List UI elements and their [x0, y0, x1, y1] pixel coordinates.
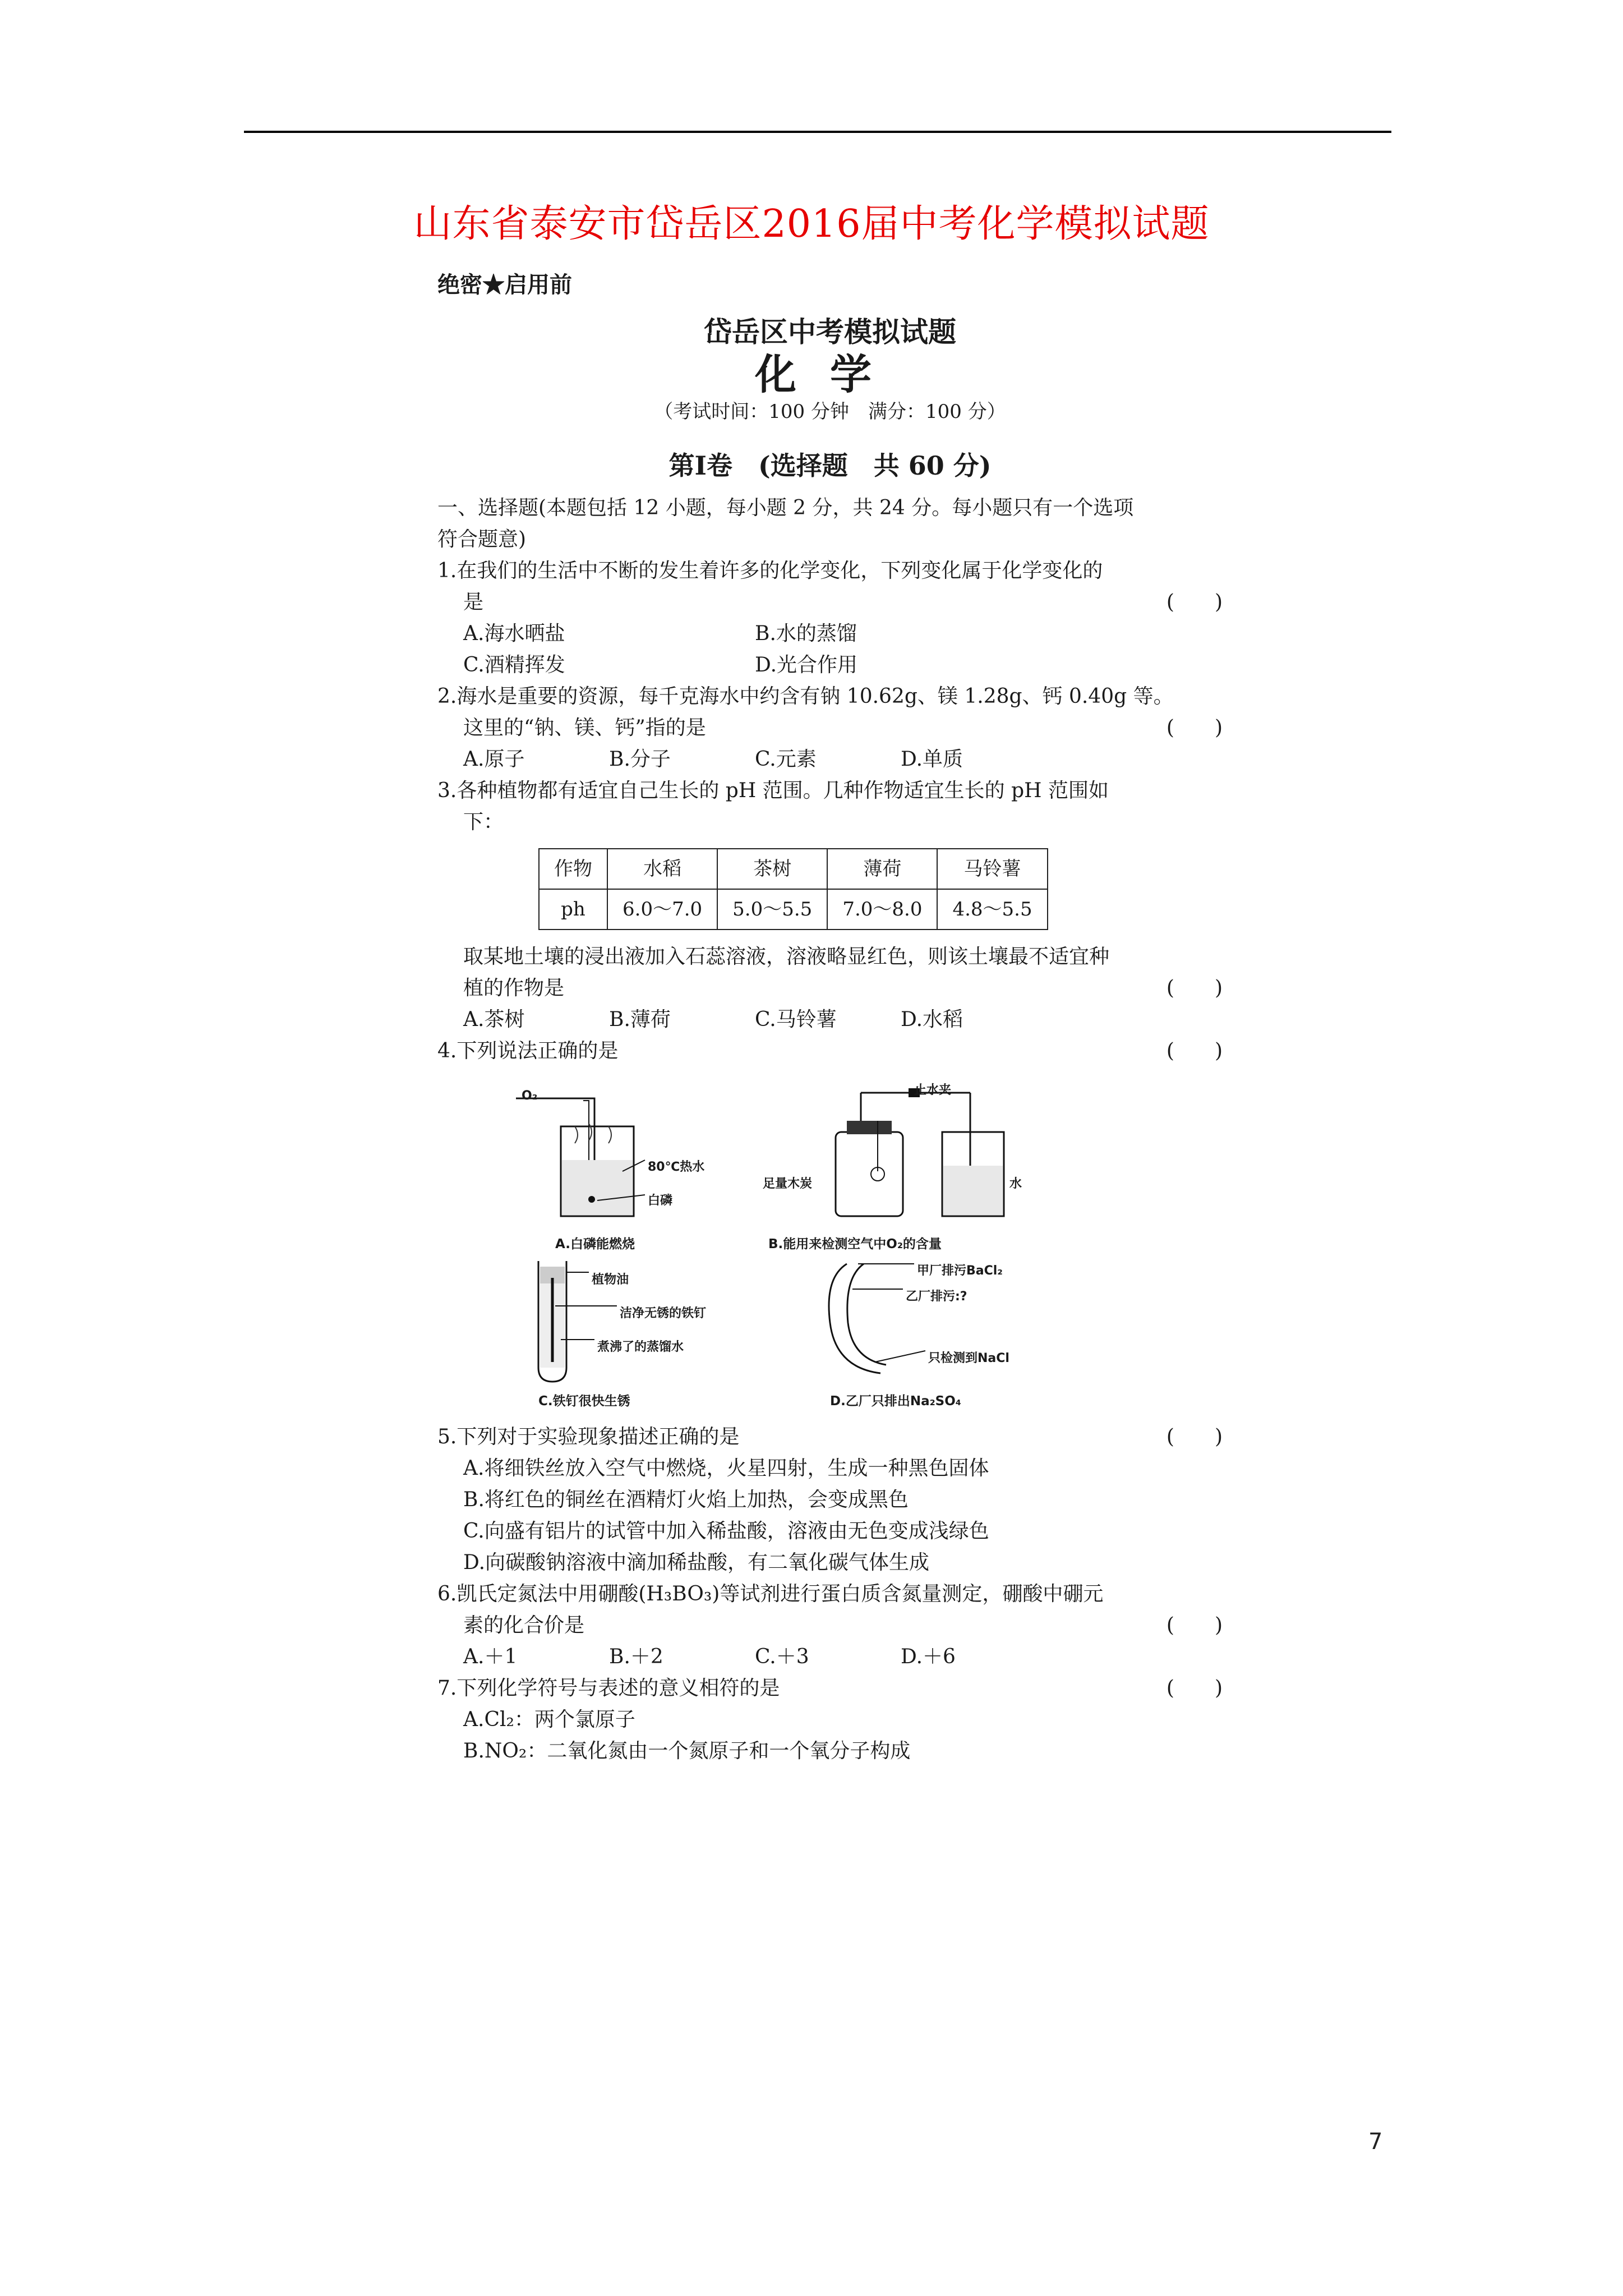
q5-option-c: C.向盛有铝片的试管中加入稀盐酸，溶液由无色变成浅绿色	[463, 1520, 989, 1543]
q1-option-c: C.酒精挥发	[463, 654, 565, 677]
q2-option-d: D.单质	[901, 748, 963, 771]
q4-stem-text: 4.下列说法正确的是	[437, 1039, 619, 1062]
q1-option-b: B.水的蒸馏	[755, 622, 857, 645]
q1-stem-cont	[437, 587, 1223, 618]
q3-stem: 3.各种植物都有适宜自己生长的 pH 范围。几种作物适宜生长的 pH 范围如	[437, 779, 1109, 802]
exam-subtitle: 岱岳区中考模拟试题	[704, 315, 956, 348]
table-cell: 作物	[539, 849, 607, 889]
table-cell: 6.0～7.0	[607, 889, 717, 930]
figure-b-caption: B.能用来检测空气中O₂的含量	[768, 1237, 942, 1251]
figure-d-result-label: 只检测到NaCl	[928, 1351, 1009, 1365]
q7-stem	[437, 1673, 1223, 1704]
figure-c-caption: C.铁钉很快生锈	[538, 1394, 630, 1409]
ph-range-table	[538, 848, 1048, 930]
figure-b-water-label: 水	[1009, 1177, 1022, 1191]
exam-time-info: （考试时间：100 分钟 满分：100 分）	[654, 401, 1006, 423]
q3-option-a: A.茶树	[463, 1008, 525, 1031]
table-cell: ph	[539, 889, 607, 930]
q3-stem-4	[437, 973, 1223, 1004]
q6-option-d: D.＋6	[901, 1645, 956, 1668]
figure-a-water-label: 80℃热水	[648, 1160, 705, 1174]
q1-options-row	[437, 650, 1223, 681]
q6-stem-text: 素的化合价是	[463, 1614, 585, 1637]
q3-option-c: C.马铃薯	[755, 1008, 837, 1031]
figure-b-clamp-label: 止水夹	[914, 1083, 952, 1097]
figure-d-factory-a-label: 甲厂排污BaCl₂	[917, 1264, 1003, 1278]
q1-options-row	[437, 618, 1223, 650]
q7-answer-paren: ( )	[1166, 1677, 1223, 1700]
figure-c	[522, 1255, 757, 1409]
figure-a	[510, 1076, 746, 1251]
exam-subject: 化学	[755, 351, 905, 399]
q7-option-a: A.Cl₂：两个氯原子	[463, 1708, 635, 1731]
table-cell: 马铃薯	[937, 849, 1047, 889]
scanned-exam-page	[437, 269, 1223, 1767]
table-cell: 薄荷	[827, 849, 937, 889]
q6-option-c: C.＋3	[755, 1645, 809, 1668]
q2-answer-paren: ( )	[1166, 716, 1223, 739]
q6-option-a: A.＋1	[463, 1645, 518, 1668]
figure-a-o2-label: O₂	[522, 1089, 538, 1103]
q1-stem-text: 是	[463, 591, 484, 614]
figure-a-drawing	[510, 1076, 746, 1227]
q1-option-d: D.光合作用	[755, 654, 858, 677]
q2-option-b: B.分子	[609, 748, 671, 771]
q3-stem-text: 植的作物是	[463, 977, 565, 1000]
q4-answer-paren: ( )	[1166, 1039, 1223, 1062]
figure-b-carbon-label: 足量木炭	[763, 1177, 813, 1191]
section-intro-cont: 符合题意)	[437, 528, 527, 551]
document-title: 山东省泰安市岱岳区2016届中考化学模拟试题	[413, 202, 1210, 246]
figure-b	[746, 1076, 1060, 1251]
header-rule	[244, 131, 1391, 133]
q5-option-d: D.向碳酸钠溶液中滴加稀盐酸，有二氧化碳气体生成	[463, 1551, 930, 1574]
q2-stem: 2.海水是重要的资源，每千克海水中约含有钠 10.62g、镁 1.28g、钙 0.40g 等。	[437, 685, 1174, 708]
table-header-row	[539, 849, 1048, 889]
q6-option-b: B.＋2	[609, 1645, 663, 1668]
q1-stem: 1.在我们的生活中不断的发生着许多的化学变化，下列变化属于化学变化的	[437, 559, 1103, 582]
q4-stem	[437, 1036, 1223, 1067]
q3-answer-paren: ( )	[1166, 977, 1223, 1000]
q3-options-row	[437, 1004, 1223, 1036]
figure-c-water-label: 煮沸了的蒸馏水	[597, 1340, 684, 1354]
figure-d-caption: D.乙厂只排出Na₂SO₄	[830, 1394, 961, 1409]
part-title: 第Ⅰ卷 (选择题 共 60 分)	[668, 450, 992, 481]
q5-stem-text: 5.下列对于实验现象描述正确的是	[437, 1425, 740, 1448]
figure-b-drawing	[746, 1076, 1060, 1227]
q3-stem-cont: 下：	[463, 811, 504, 834]
table-cell: 茶树	[717, 849, 827, 889]
figure-c-nail-label: 洁净无锈的铁钉	[620, 1306, 707, 1320]
q5-answer-paren: ( )	[1166, 1425, 1223, 1448]
q3-stem-3: 取某地土壤的浸出液加入石蕊溶液，溶液略显红色，则该土壤最不适宜种	[463, 945, 1110, 968]
q7-option-b: B.NO₂：二氧化氮由一个氮原子和一个氧分子构成	[463, 1740, 911, 1763]
figure-d	[813, 1255, 1071, 1409]
q5-option-a: A.将细铁丝放入空气中燃烧，火星四射，生成一种黑色固体	[463, 1457, 989, 1480]
q4-figures	[499, 1076, 1223, 1412]
figure-a-caption: A.白磷能燃烧	[555, 1237, 635, 1251]
confidential-mark: 绝密★启用前	[437, 272, 572, 298]
q2-options-row	[437, 744, 1223, 775]
q6-stem: 6.凯氏定氮法中用硼酸(H₃BO₃)等试剂进行蛋白质含氮量测定，硼酸中硼元	[437, 1582, 1104, 1605]
q6-answer-paren: ( )	[1166, 1614, 1223, 1637]
table-cell: 4.8～5.5	[937, 889, 1047, 930]
figure-d-factory-b-label: 乙厂排污:?	[906, 1290, 967, 1304]
q1-answer-paren: ( )	[1166, 591, 1223, 614]
figure-c-oil-label: 植物油	[592, 1273, 629, 1287]
q3-option-d: D.水稻	[901, 1008, 963, 1031]
q6-options-row	[437, 1641, 1223, 1673]
section-intro: 一、选择题(本题包括 12 小题，每小题 2 分，共 24 分。每小题只有一个选项	[437, 496, 1134, 519]
q6-stem-cont	[437, 1610, 1223, 1641]
figure-a-phosphorus-label: 白磷	[648, 1194, 673, 1208]
q2-stem-cont	[437, 712, 1223, 744]
page-number: 7	[1368, 2129, 1383, 2155]
q7-stem-text: 7.下列化学符号与表述的意义相符的是	[437, 1677, 780, 1700]
q3-option-b: B.薄荷	[609, 1008, 671, 1031]
q2-stem-text: 这里的“钠、镁、钙”指的是	[463, 716, 706, 739]
table-cell: 5.0～5.5	[717, 889, 827, 930]
q1-option-a: A.海水晒盐	[463, 622, 565, 645]
table-cell: 水稻	[607, 849, 717, 889]
q5-option-b: B.将红色的铜丝在酒精灯火焰上加热，会变成黑色	[463, 1488, 909, 1511]
q2-option-c: C.元素	[755, 748, 817, 771]
table-cell: 7.0～8.0	[827, 889, 937, 930]
q2-option-a: A.原子	[463, 748, 525, 771]
q5-stem	[437, 1421, 1223, 1453]
table-row	[539, 889, 1048, 930]
